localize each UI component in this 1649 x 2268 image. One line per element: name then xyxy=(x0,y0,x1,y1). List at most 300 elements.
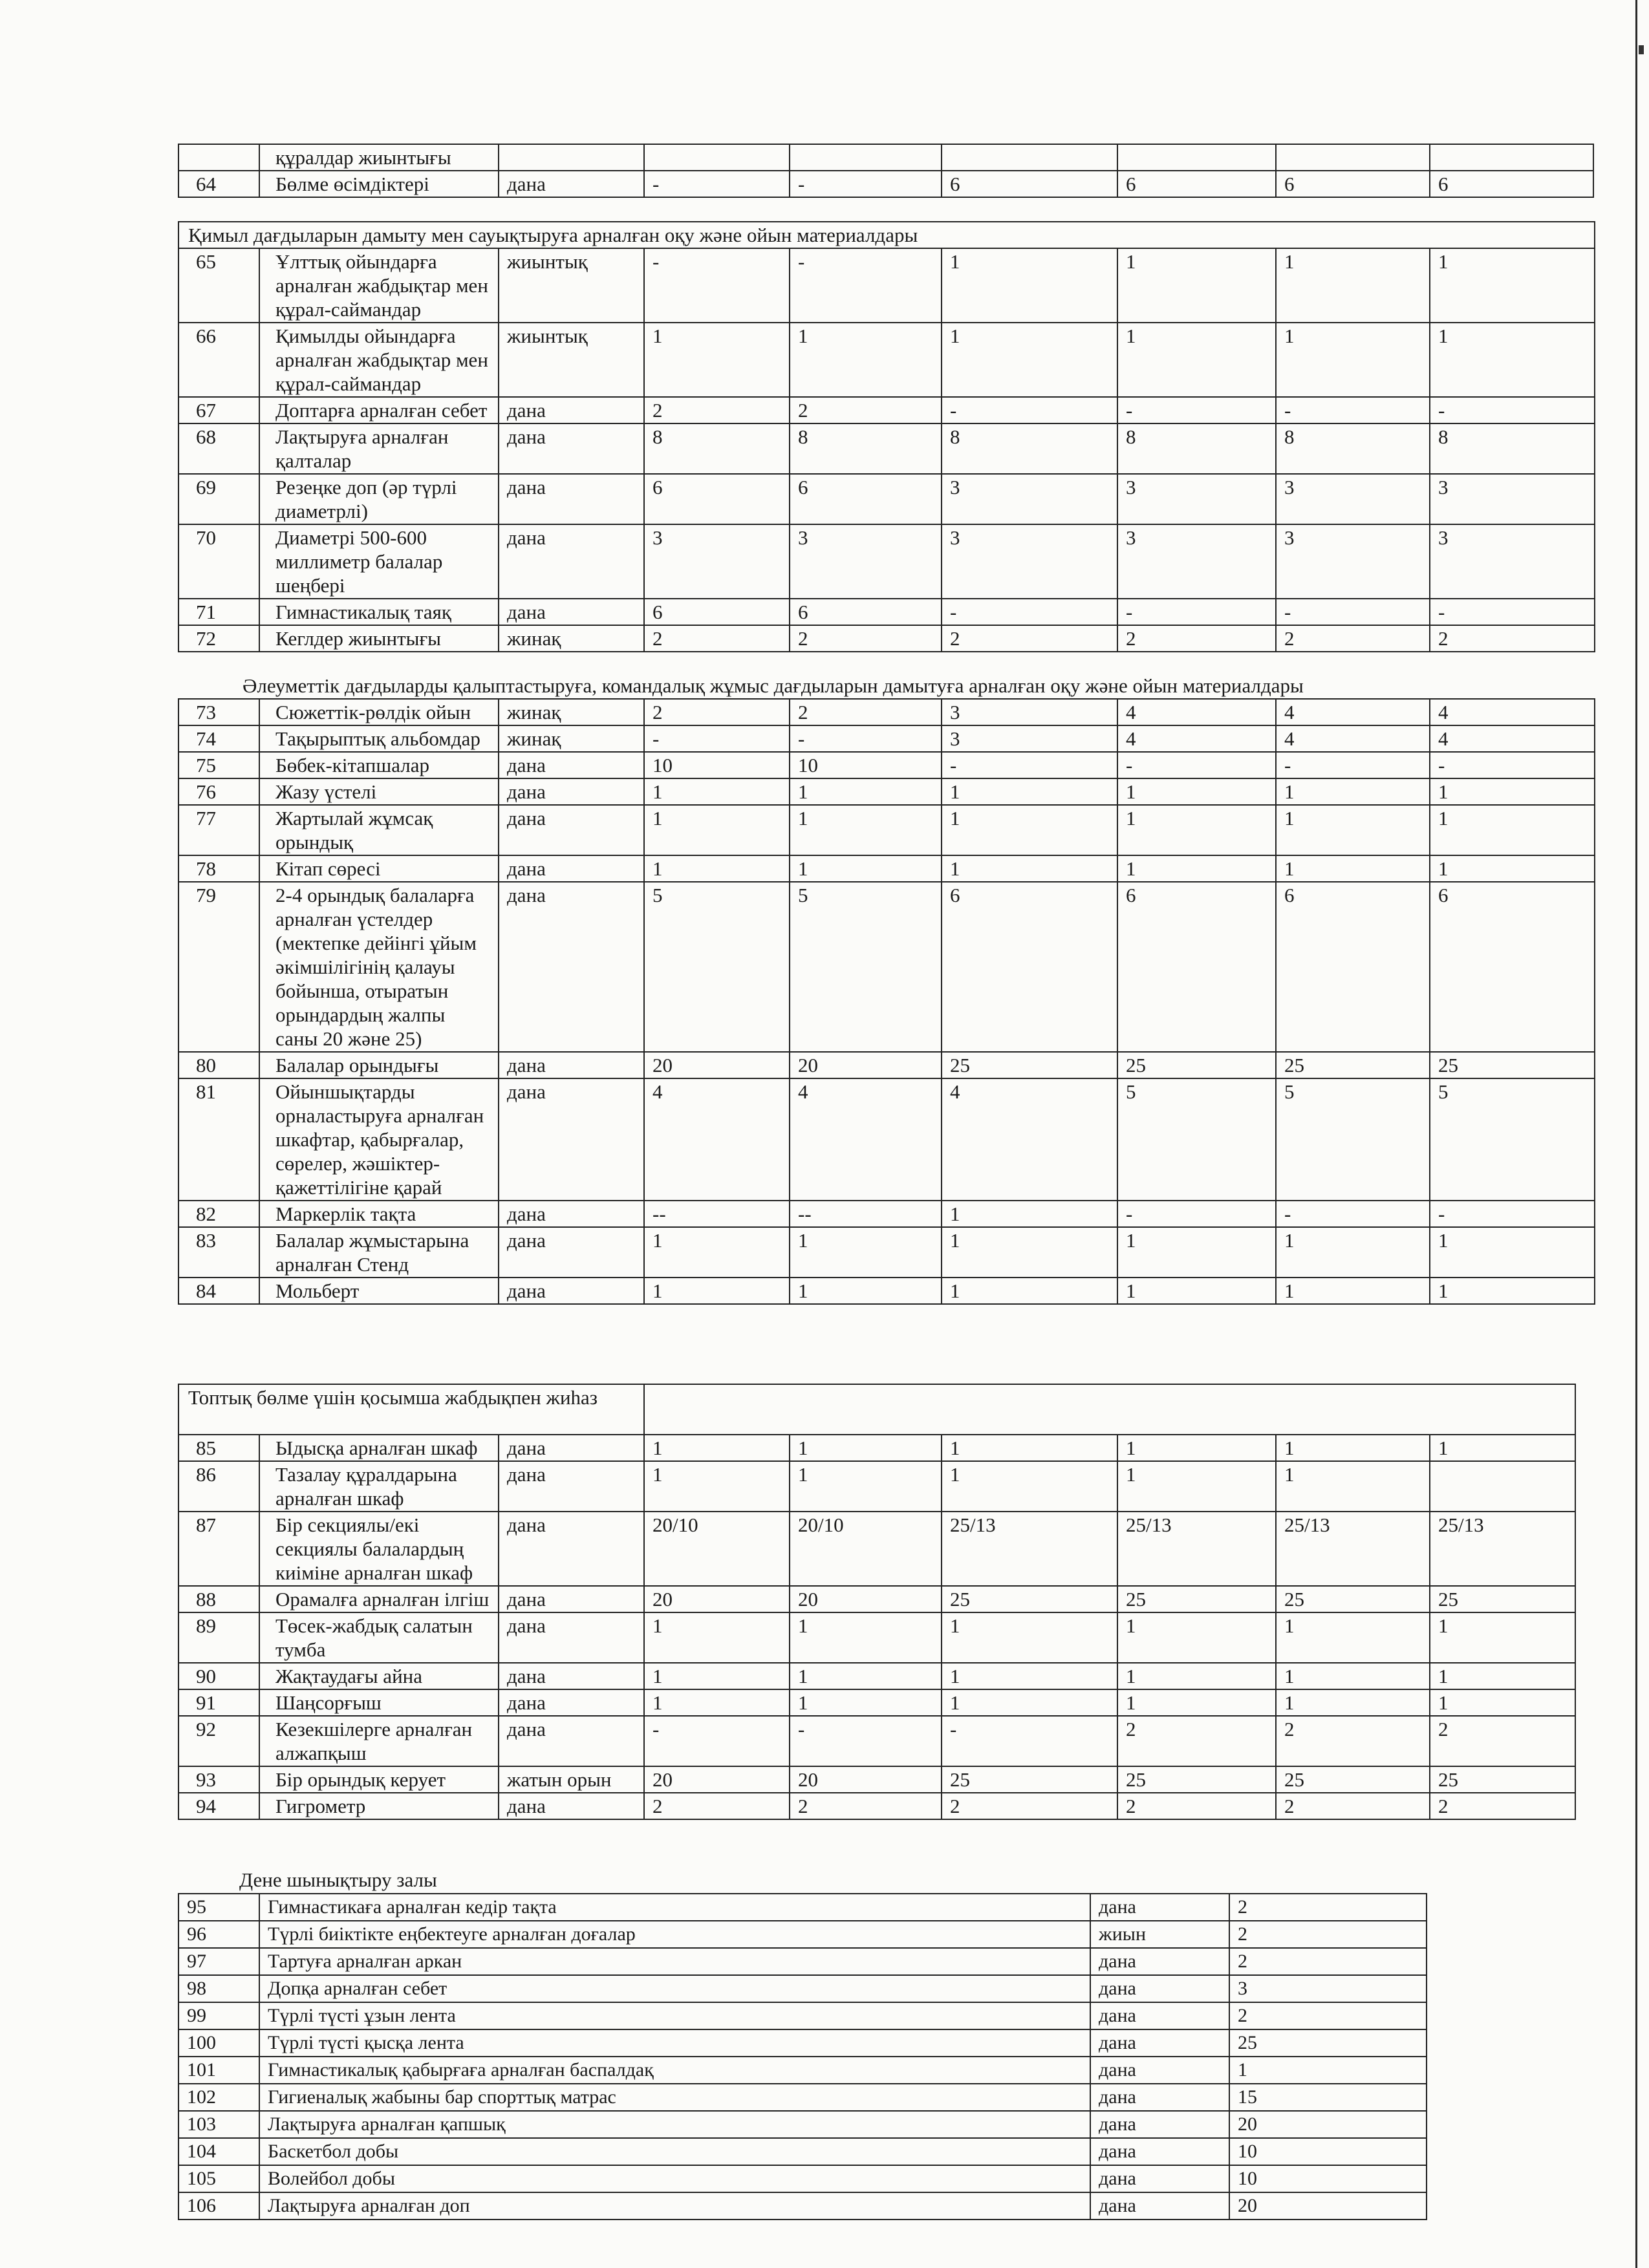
value-col-5: 25 xyxy=(1276,1052,1430,1078)
value-col-2: 1 xyxy=(790,1278,942,1304)
value-col-3: 2 xyxy=(942,1793,1117,1819)
value-col-1: - xyxy=(644,1716,790,1766)
table-row xyxy=(178,1689,1575,1716)
value-col-4: 6 xyxy=(1117,882,1276,1052)
value-col-4: 4 xyxy=(1117,699,1276,725)
table-row xyxy=(178,1078,1595,1201)
value-col-1: 6 xyxy=(644,474,790,524)
value-col-6: 1 xyxy=(1430,1612,1575,1663)
item-name: Түрлі түсті ұзын лента xyxy=(259,2002,1090,2029)
value-col-2: 3 xyxy=(790,524,942,599)
value-col-5: 1 xyxy=(1276,248,1430,323)
value-col-1: 1 xyxy=(644,1435,790,1461)
row-number: 99 xyxy=(178,2002,259,2029)
value-col-1: 1 xyxy=(644,1227,790,1278)
row-number: 77 xyxy=(178,805,259,855)
value-col-5: 1 xyxy=(1276,1663,1430,1689)
value-col-2: 20 xyxy=(790,1766,942,1793)
row-number: 103 xyxy=(178,2111,259,2138)
row-number: 104 xyxy=(178,2138,259,2165)
value-col-6: - xyxy=(1430,752,1595,778)
row-number: 78 xyxy=(178,855,259,882)
value-col-3: - xyxy=(942,752,1117,778)
table-row xyxy=(178,524,1595,599)
value-col-1: 1 xyxy=(644,323,790,397)
unit-cell: дана xyxy=(499,1201,644,1227)
value-col-4: 4 xyxy=(1117,725,1276,752)
value-col-3: 1 xyxy=(942,1612,1117,1663)
value-col-1: 1 xyxy=(644,1461,790,1512)
value-col-3: 6 xyxy=(942,882,1117,1052)
row-number: 90 xyxy=(178,1663,259,1689)
value-col-4: 1 xyxy=(1117,323,1276,397)
value-col-1: 20 xyxy=(644,1586,790,1612)
unit-cell: дана xyxy=(1090,2165,1229,2192)
table-row xyxy=(178,1975,1427,2002)
table-row xyxy=(178,752,1595,778)
value-col-5: - xyxy=(1276,599,1430,625)
value-col-4: 3 xyxy=(1117,474,1276,524)
value-col-5: 1 xyxy=(1276,1689,1430,1716)
value-col-5: 6 xyxy=(1276,882,1430,1052)
value-col-5: 4 xyxy=(1276,699,1430,725)
row-number: 80 xyxy=(178,1052,259,1078)
scan-edge-mark xyxy=(1639,45,1644,54)
value-col-5: 2 xyxy=(1276,1793,1430,1819)
value-col-6: 3 xyxy=(1430,474,1595,524)
value-col-5: 8 xyxy=(1276,423,1430,474)
unit-cell: дана xyxy=(499,1278,644,1304)
table-row xyxy=(178,699,1595,725)
value-col-1: 2 xyxy=(644,699,790,725)
table-row xyxy=(178,725,1595,752)
row-number: 91 xyxy=(178,1689,259,1716)
value-col-1: 1 xyxy=(644,1278,790,1304)
row-number: 79 xyxy=(178,882,259,1052)
quantity-cell: 15 xyxy=(1229,2084,1427,2111)
value-col-4: 25/13 xyxy=(1117,1512,1276,1586)
item-name: Баскетбол добы xyxy=(259,2138,1090,2165)
value-col-4: 25 xyxy=(1117,1052,1276,1078)
quantity-cell: 2 xyxy=(1229,1921,1427,1948)
value-col-4: 25 xyxy=(1117,1586,1276,1612)
value-col-5: 1 xyxy=(1276,323,1430,397)
value-col-2: - xyxy=(790,725,942,752)
row-number: 87 xyxy=(178,1512,259,1586)
unit-cell: дана xyxy=(499,855,644,882)
value-col-6: 1 xyxy=(1430,248,1595,323)
table-row xyxy=(178,1052,1595,1078)
value-col-4: 3 xyxy=(1117,524,1276,599)
row-number: 66 xyxy=(178,323,259,397)
unit-cell: дана xyxy=(499,1078,644,1201)
value-col-2: - xyxy=(790,248,942,323)
value-col-2: 2 xyxy=(790,699,942,725)
value-col-5: 1 xyxy=(1276,855,1430,882)
value-col-4: - xyxy=(1117,599,1276,625)
value-col-4: 6 xyxy=(1117,171,1276,197)
row-number: 74 xyxy=(178,725,259,752)
unit-cell: дана xyxy=(1090,2111,1229,2138)
table-row xyxy=(178,423,1595,474)
value-col-1: 2 xyxy=(644,397,790,423)
value-col-1: 20/10 xyxy=(644,1512,790,1586)
unit-cell: дана xyxy=(499,1435,644,1461)
row-number xyxy=(178,144,259,171)
table-row xyxy=(178,805,1595,855)
value-col-3: 1 xyxy=(942,1201,1117,1227)
value-col-3: 6 xyxy=(942,171,1117,197)
item-name: Кеглдер жиынтығы xyxy=(259,625,499,652)
value-col-4: - xyxy=(1117,397,1276,423)
unit-cell: дана xyxy=(499,423,644,474)
table-row xyxy=(178,1793,1575,1819)
unit-cell: дана xyxy=(499,171,644,197)
item-name: Тартуға арналған аркан xyxy=(259,1948,1090,1975)
value-col-6: 2 xyxy=(1430,1793,1575,1819)
value-col-2: 2 xyxy=(790,625,942,652)
value-col-5: - xyxy=(1276,752,1430,778)
value-col-3: - xyxy=(942,1716,1117,1766)
section-title-movement: Қимыл дағдыларын дамыту мен сауықтыруға арналған оқу және ойын материалдары xyxy=(178,222,1595,248)
row-number: 85 xyxy=(178,1435,259,1461)
unit-cell: дана xyxy=(499,1689,644,1716)
movement-rows xyxy=(178,248,1595,652)
table-row xyxy=(178,2029,1427,2057)
quantity-cell: 20 xyxy=(1229,2192,1427,2220)
value-col-6: 8 xyxy=(1430,423,1595,474)
value-col-2: - xyxy=(790,1716,942,1766)
value-col-4: 1 xyxy=(1117,1461,1276,1512)
value-col-5: 25 xyxy=(1276,1586,1430,1612)
value-col-3: 3 xyxy=(942,699,1117,725)
item-name: Бөлме өсімдіктері xyxy=(259,171,499,197)
item-name: Жазу үстелі xyxy=(259,778,499,805)
value-col-2: 6 xyxy=(790,599,942,625)
unit-cell: жатын орын xyxy=(499,1766,644,1793)
quantity-cell: 10 xyxy=(1229,2138,1427,2165)
table-row xyxy=(178,1921,1427,1948)
table-row xyxy=(178,1512,1575,1586)
item-name: Диаметрі 500-600 миллиметр балалар шеңбері xyxy=(259,524,499,599)
row-number: 97 xyxy=(178,1948,259,1975)
item-name: Тазалау құралдарына арналған шкаф xyxy=(259,1461,499,1512)
value-col-5: 3 xyxy=(1276,524,1430,599)
value-col-1: 8 xyxy=(644,423,790,474)
value-col-6: 1 xyxy=(1430,1227,1595,1278)
unit-cell: дана xyxy=(499,1227,644,1278)
unit-cell: дана xyxy=(499,1586,644,1612)
unit-cell: жинақ xyxy=(499,725,644,752)
value-col-6 xyxy=(1430,1461,1575,1512)
value-col-3: 4 xyxy=(942,1078,1117,1201)
value-col-4: 1 xyxy=(1117,1435,1276,1461)
value-col-6: 1 xyxy=(1430,805,1595,855)
value-col-1: 1 xyxy=(644,1663,790,1689)
value-col-1: 2 xyxy=(644,625,790,652)
unit-cell: дана xyxy=(1090,2002,1229,2029)
section-title-social: Әлеуметтік дағдыларды қалыптастыруға, командалық жұмыс дағдыларын дамытуға арналған оқу және ойын материалдары xyxy=(242,674,1304,697)
unit-cell: дана xyxy=(499,1612,644,1663)
value-col-1: 1 xyxy=(644,1689,790,1716)
unit-cell: дана xyxy=(499,524,644,599)
value-col-1: 1 xyxy=(644,805,790,855)
value-col-2: 10 xyxy=(790,752,942,778)
row-number: 65 xyxy=(178,248,259,323)
quantity-cell: 20 xyxy=(1229,2111,1427,2138)
row-number: 92 xyxy=(178,1716,259,1766)
table-group-room xyxy=(178,1384,1576,1820)
value-col-3: 25 xyxy=(942,1766,1117,1793)
row-number: 82 xyxy=(178,1201,259,1227)
table-row xyxy=(178,1612,1575,1663)
section-title-group-room: Топтық бөлме үшін қосымша жабдықпен жиһаз xyxy=(178,1384,644,1435)
value-col-3: - xyxy=(942,599,1117,625)
table-row xyxy=(178,1278,1595,1304)
table-row xyxy=(178,144,1593,171)
table-row xyxy=(178,2192,1427,2220)
unit-cell: дана xyxy=(1090,2084,1229,2111)
value-col-2: - xyxy=(790,171,942,197)
unit-cell: дана xyxy=(499,1512,644,1586)
value-col-2: 4 xyxy=(790,1078,942,1201)
value-col-5: 1 xyxy=(1276,805,1430,855)
table-row xyxy=(178,882,1595,1052)
value-col-1: 20 xyxy=(644,1766,790,1793)
item-name: Гигиеналық жабыны бар спорттық матрас xyxy=(259,2084,1090,2111)
item-name: Лақтыруға арналған қапшық xyxy=(259,2111,1090,2138)
value-col-2: -- xyxy=(790,1201,942,1227)
value-col-1: - xyxy=(644,248,790,323)
value-col-5: 25/13 xyxy=(1276,1512,1430,1586)
row-number: 86 xyxy=(178,1461,259,1512)
quantity-cell: 25 xyxy=(1229,2029,1427,2057)
value-col-5: 6 xyxy=(1276,171,1430,197)
quantity-cell: 2 xyxy=(1229,1948,1427,1975)
table-gym xyxy=(178,1893,1427,2220)
item-name: 2-4 орындық балаларға арналған үстелдер (мектепке дейінгі ұйым әкімшілігінің қалауы бойынша, отыратын орындардың жалпы саны 20 және 25) xyxy=(259,882,499,1052)
unit-cell: дана xyxy=(1090,1975,1229,2002)
table-row xyxy=(178,397,1595,423)
table-row xyxy=(178,1586,1575,1612)
value-col-1: 1 xyxy=(644,778,790,805)
value-col-1: - xyxy=(644,171,790,197)
table-row xyxy=(178,323,1595,397)
row-number: 101 xyxy=(178,2057,259,2084)
row-number: 98 xyxy=(178,1975,259,2002)
value-col-6 xyxy=(1430,144,1593,171)
value-col-3: 3 xyxy=(942,524,1117,599)
table-row xyxy=(178,2057,1427,2084)
unit-cell: дана xyxy=(499,805,644,855)
item-name: Кітап сөресі xyxy=(259,855,499,882)
section-title-gym: Дене шынықтыру залы xyxy=(239,1868,437,1891)
value-col-4: 1 xyxy=(1117,805,1276,855)
value-col-6: 1 xyxy=(1430,778,1595,805)
value-col-4: 1 xyxy=(1117,1663,1276,1689)
value-col-4: 1 xyxy=(1117,1612,1276,1663)
item-name: Гимнастикалық қабырғаға арналған баспалдақ xyxy=(259,2057,1090,2084)
value-col-1: 3 xyxy=(644,524,790,599)
value-col-6: 4 xyxy=(1430,725,1595,752)
value-col-3: 8 xyxy=(942,423,1117,474)
value-col-2: 20 xyxy=(790,1052,942,1078)
quantity-cell: 2 xyxy=(1229,1894,1427,1921)
row-number: 94 xyxy=(178,1793,259,1819)
value-col-2: 20/10 xyxy=(790,1512,942,1586)
value-col-4: 1 xyxy=(1117,248,1276,323)
value-col-6: 25/13 xyxy=(1430,1512,1575,1586)
unit-cell: дана xyxy=(499,1461,644,1512)
table-row xyxy=(178,171,1593,197)
value-col-6: 1 xyxy=(1430,1689,1575,1716)
row-number: 102 xyxy=(178,2084,259,2111)
value-col-2: 1 xyxy=(790,1612,942,1663)
value-col-4: 1 xyxy=(1117,1227,1276,1278)
quantity-cell: 1 xyxy=(1229,2057,1427,2084)
quantity-cell: 3 xyxy=(1229,1975,1427,2002)
value-col-2: 5 xyxy=(790,882,942,1052)
value-col-6: - xyxy=(1430,397,1595,423)
item-name: Түрлі биіктікте еңбектеуге арналған доғалар xyxy=(259,1921,1090,1948)
item-name: Маркерлік тақта xyxy=(259,1201,499,1227)
value-col-2: 1 xyxy=(790,1461,942,1512)
value-col-6: 3 xyxy=(1430,524,1595,599)
value-col-3: 1 xyxy=(942,778,1117,805)
item-name: Балалар орындығы xyxy=(259,1052,499,1078)
value-col-2: 8 xyxy=(790,423,942,474)
value-col-1: - xyxy=(644,725,790,752)
value-col-5: 5 xyxy=(1276,1078,1430,1201)
value-col-2: 1 xyxy=(790,1435,942,1461)
value-col-4: - xyxy=(1117,1201,1276,1227)
value-col-4: 5 xyxy=(1117,1078,1276,1201)
value-col-3: 1 xyxy=(942,1461,1117,1512)
item-name: Бір орындық керует xyxy=(259,1766,499,1793)
unit-cell: жиын xyxy=(1090,1921,1229,1948)
item-name: Түрлі түсті қысқа лента xyxy=(259,2029,1090,2057)
unit-cell: дана xyxy=(1090,2192,1229,2220)
value-col-3: 2 xyxy=(942,625,1117,652)
table-row xyxy=(178,2111,1427,2138)
item-name: Гимнастикаға арналған кедір тақта xyxy=(259,1894,1090,1921)
value-col-5: - xyxy=(1276,1201,1430,1227)
row-number: 76 xyxy=(178,778,259,805)
value-col-2: 6 xyxy=(790,474,942,524)
value-col-4: - xyxy=(1117,752,1276,778)
row-number: 73 xyxy=(178,699,259,725)
value-col-3: 25/13 xyxy=(942,1512,1117,1586)
value-col-4: 8 xyxy=(1117,423,1276,474)
quantity-cell: 2 xyxy=(1229,2002,1427,2029)
value-col-3: 1 xyxy=(942,248,1117,323)
item-name: Жартылай жұмсақ орындық xyxy=(259,805,499,855)
value-col-1: 6 xyxy=(644,599,790,625)
table-row xyxy=(178,1663,1575,1689)
row-number: 83 xyxy=(178,1227,259,1278)
unit-cell: дана xyxy=(499,1793,644,1819)
value-col-3: 1 xyxy=(942,805,1117,855)
value-col-5: 3 xyxy=(1276,474,1430,524)
item-name: Шаңсорғыш xyxy=(259,1689,499,1716)
item-name: Волейбол добы xyxy=(259,2165,1090,2192)
item-name: Ұлттық ойындарға арналған жабдықтар мен құрал-саймандар xyxy=(259,248,499,323)
value-col-2: 2 xyxy=(790,397,942,423)
value-col-5: 1 xyxy=(1276,1278,1430,1304)
value-col-4: 1 xyxy=(1117,778,1276,805)
item-name: Доптарға арналған себет xyxy=(259,397,499,423)
value-col-5: 1 xyxy=(1276,1227,1430,1278)
value-col-6: 1 xyxy=(1430,855,1595,882)
value-col-6: - xyxy=(1430,1201,1595,1227)
unit-cell: дана xyxy=(499,882,644,1052)
item-name: құралдар жиынтығы xyxy=(259,144,499,171)
item-name: Балалар жұмыстарына арналған Стенд xyxy=(259,1227,499,1278)
value-col-6: 25 xyxy=(1430,1052,1595,1078)
value-col-2 xyxy=(790,144,942,171)
row-number: 71 xyxy=(178,599,259,625)
value-col-6: 6 xyxy=(1430,171,1593,197)
value-col-6: 25 xyxy=(1430,1766,1575,1793)
row-number: 69 xyxy=(178,474,259,524)
value-col-2: 20 xyxy=(790,1586,942,1612)
unit-cell: жинақ xyxy=(499,625,644,652)
value-col-3: 1 xyxy=(942,1435,1117,1461)
value-col-1: 4 xyxy=(644,1078,790,1201)
value-col-2: 1 xyxy=(790,778,942,805)
value-col-5: 2 xyxy=(1276,1716,1430,1766)
value-col-1: 10 xyxy=(644,752,790,778)
table-row xyxy=(178,474,1595,524)
value-col-2: 1 xyxy=(790,855,942,882)
value-col-3: 1 xyxy=(942,1663,1117,1689)
unit-cell: дана xyxy=(499,599,644,625)
value-col-6: 2 xyxy=(1430,1716,1575,1766)
item-name: Гигрометр xyxy=(259,1793,499,1819)
value-col-5: 1 xyxy=(1276,1435,1430,1461)
value-col-3: 1 xyxy=(942,1689,1117,1716)
value-col-5: 1 xyxy=(1276,1612,1430,1663)
table-row xyxy=(178,1716,1575,1766)
item-name: Тақырыптық альбомдар xyxy=(259,725,499,752)
row-number: 106 xyxy=(178,2192,259,2220)
value-col-4: 2 xyxy=(1117,625,1276,652)
table-row xyxy=(178,1894,1427,1921)
unit-cell: дана xyxy=(1090,2138,1229,2165)
value-col-5: 1 xyxy=(1276,1461,1430,1512)
value-col-3: - xyxy=(942,397,1117,423)
value-col-6: 1 xyxy=(1430,323,1595,397)
group-room-rows xyxy=(178,1435,1575,1819)
value-col-2: 2 xyxy=(790,1793,942,1819)
value-col-1: 1 xyxy=(644,1612,790,1663)
value-col-4: 1 xyxy=(1117,1689,1276,1716)
group-room-title-blank xyxy=(644,1384,1575,1435)
row-number: 75 xyxy=(178,752,259,778)
value-col-3 xyxy=(942,144,1117,171)
table-row xyxy=(178,2084,1427,2111)
table-row xyxy=(178,1948,1427,1975)
table-top-continuation xyxy=(178,144,1594,198)
unit-cell: жиынтық xyxy=(499,323,644,397)
row-number: 72 xyxy=(178,625,259,652)
table-row xyxy=(178,599,1595,625)
value-col-4 xyxy=(1117,144,1276,171)
row-number: 89 xyxy=(178,1612,259,1663)
table-social xyxy=(178,698,1595,1305)
table-movement xyxy=(178,221,1595,652)
value-col-1: 1 xyxy=(644,855,790,882)
